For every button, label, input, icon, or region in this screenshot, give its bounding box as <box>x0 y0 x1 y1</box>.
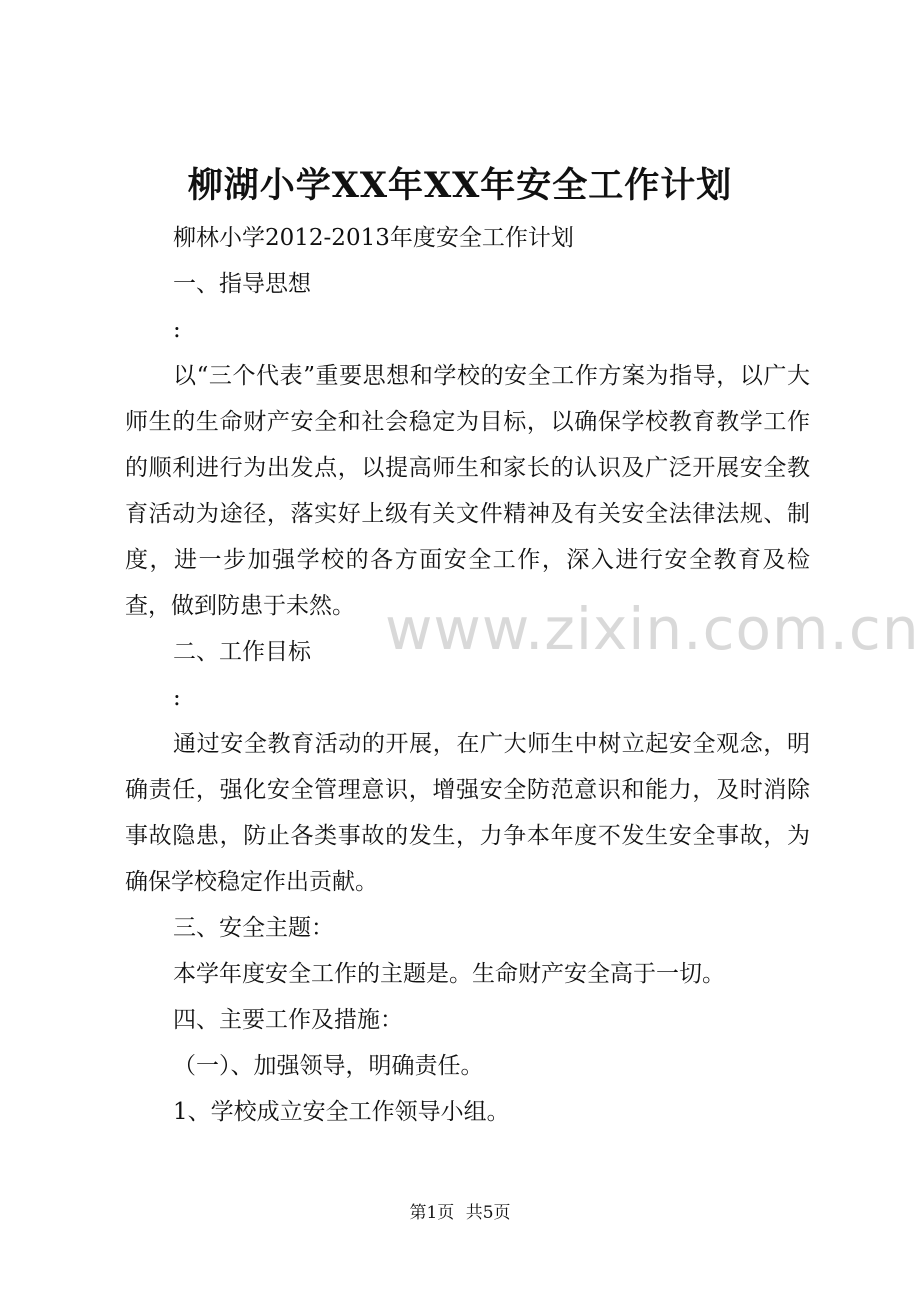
paragraph-colon-2: : <box>173 685 181 711</box>
page-number-total: 共5页 <box>465 1203 511 1223</box>
paragraph-body-2: 通过安全教育活动的开展，在广大师生中树立起安全观念，明确责任，强化安全管理意识，增强安全防范意识和能力，及时消除事故隐患，防止各类事故的发生，力争本年度不发生安全事故，为确保学校稳定作出贡献。 <box>125 731 810 895</box>
watermark-text: www.zixin.com.cn <box>385 595 920 663</box>
paragraph-subtitle: 柳林小学2012-2013年度安全工作计划 <box>173 225 574 251</box>
page-number-current: 第1页 <box>409 1203 455 1223</box>
page-footer <box>0 1198 920 1228</box>
document-title: 柳湖小学XX年XX年安全工作计划 <box>187 165 733 206</box>
paragraph-body-3: 本学年度安全工作的主题是。生命财产安全高于一切。 <box>173 961 725 987</box>
paragraph-heading-1: 一、指导思想 <box>173 271 311 297</box>
paragraph-heading-2: 二、工作目标 <box>173 639 311 665</box>
paragraph-subheading-1: （一）、加强领导，明确责任。 <box>173 1053 484 1079</box>
paragraph-heading-4: 四、主要工作及措施： <box>173 1007 403 1033</box>
paragraph-colon-1: : <box>173 317 181 343</box>
document-body <box>125 215 810 1135</box>
paragraph-body-1: 以“三个代表”重要思想和学校的安全工作方案为指导，以广大师生的生命财产安全和社会稳定为目标，以确保学校教育教学工作的顺利进行为出发点，以提高师生和家长的认识及广泛开展安全教育活动为途径，落实好上级有关文件精神及有关安全法律法规、制度，进一步加强学校的各方面安全工作，深入进行安全教育及检查，做到防患于未然。 <box>125 363 810 619</box>
paragraph-heading-3: 三、安全主题： <box>173 915 334 941</box>
paragraph-item-1: 1、学校成立安全工作领导小组。 <box>173 1099 510 1125</box>
